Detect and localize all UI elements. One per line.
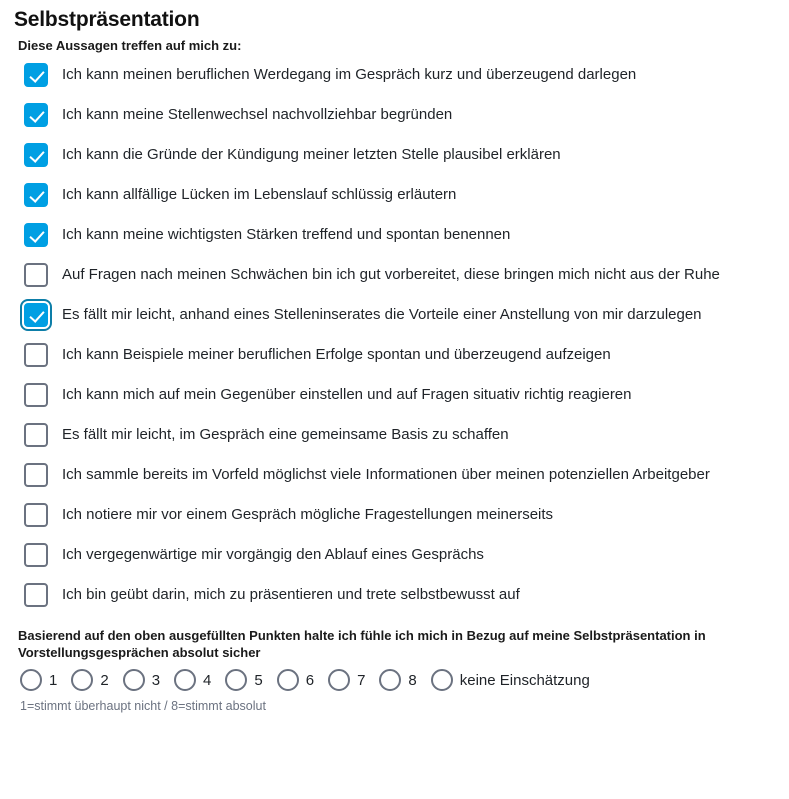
rating-option-label: 8 xyxy=(408,671,417,689)
checklist-item[interactable] xyxy=(14,57,775,97)
checklist-item-label: Ich vergegenwärtige mir vorgängig den Ablauf eines Gesprächs xyxy=(62,546,484,563)
checklist-item-label: Auf Fragen nach meinen Schwächen bin ich gut vorbereitet, diese bringen mich nicht aus der Ruhe xyxy=(62,266,720,283)
rating-option-label: 3 xyxy=(151,671,161,689)
rating-option-label: 1 xyxy=(49,671,58,689)
checklist-item-label: Ich kann meine wichtigsten Stärken treffend und spontan benennen xyxy=(62,226,511,243)
checklist-item[interactable] xyxy=(14,417,775,457)
checkbox-checked-icon[interactable] xyxy=(24,183,48,207)
rating-option[interactable] xyxy=(277,669,314,691)
checklist-item-label: Ich kann allfällige Lücken im Lebenslauf schlüssig erläutern xyxy=(62,186,457,203)
checklist-item[interactable] xyxy=(14,137,775,177)
rating-option-label: keine Einschätzung xyxy=(459,671,590,689)
rating-option[interactable] xyxy=(328,669,365,691)
radio-unchecked-icon[interactable] xyxy=(277,669,299,691)
checkbox-unchecked-icon[interactable] xyxy=(24,543,48,567)
page-title: Selbstpräsentation xyxy=(14,8,200,31)
checklist-item[interactable] xyxy=(14,457,775,497)
radio-unchecked-icon[interactable] xyxy=(379,669,401,691)
rating-option[interactable] xyxy=(379,669,416,691)
checklist-item-label: Ich kann Beispiele meiner beruflichen Erfolge spontan und überzeugend aufzeigen xyxy=(62,346,611,363)
checkbox-unchecked-icon[interactable] xyxy=(24,463,48,487)
checkbox-unchecked-icon[interactable] xyxy=(24,503,48,527)
checklist-item[interactable] xyxy=(14,217,775,257)
checklist-item-label: Ich bin geübt darin, mich zu präsentieren und trete selbstbewusst auf xyxy=(62,586,520,603)
rating-option[interactable] xyxy=(123,669,160,691)
checklist-item-label: Ich kann die Gründe der Kündigung meiner letzten Stelle plausibel erklären xyxy=(62,146,561,163)
checkbox-checked-icon[interactable] xyxy=(24,103,48,127)
radio-unchecked-icon[interactable] xyxy=(431,669,453,691)
checklist-item[interactable] xyxy=(14,337,775,377)
checkbox-checked-icon[interactable] xyxy=(24,143,48,167)
radio-unchecked-icon[interactable] xyxy=(123,669,145,691)
checklist-item[interactable] xyxy=(14,497,775,537)
rating-option[interactable] xyxy=(431,669,590,691)
rating-option-label: 7 xyxy=(357,671,366,689)
rating-option-label: 2 xyxy=(100,671,109,689)
rating-scale xyxy=(14,669,775,691)
checklist-item[interactable] xyxy=(14,257,775,297)
checkbox-unchecked-icon[interactable] xyxy=(24,343,48,367)
checkbox-checked-icon[interactable] xyxy=(24,63,48,87)
scale-legend: 1=stimmt überhaupt nicht / 8=stimmt absolut xyxy=(20,699,266,713)
form-subtitle: Diese Aussagen treffen auf mich zu: xyxy=(18,38,242,53)
rating-option-label: 4 xyxy=(203,671,212,689)
rating-option[interactable] xyxy=(20,669,57,691)
checklist-item[interactable] xyxy=(14,377,775,417)
checkbox-unchecked-icon[interactable] xyxy=(24,383,48,407)
checklist-item[interactable] xyxy=(14,177,775,217)
rating-option-label: 6 xyxy=(305,671,315,689)
checklist-item-label: Es fällt mir leicht, im Gespräch eine gemeinsame Basis zu schaffen xyxy=(62,426,509,443)
checkbox-unchecked-icon[interactable] xyxy=(24,263,48,287)
rating-option-label: 5 xyxy=(254,671,263,689)
radio-unchecked-icon[interactable] xyxy=(71,669,93,691)
rating-question: Basierend auf den oben ausgefüllten Punkten halte ich fühle ich mich in Bezug auf meine Selbstpräsentation in Vorstellungsgesprächen absolut sicher xyxy=(18,628,706,660)
checkbox-checked-icon[interactable] xyxy=(24,303,48,327)
rating-option[interactable] xyxy=(71,669,108,691)
radio-unchecked-icon[interactable] xyxy=(225,669,247,691)
radio-unchecked-icon[interactable] xyxy=(174,669,196,691)
checklist-item[interactable] xyxy=(14,577,775,617)
checkbox-unchecked-icon[interactable] xyxy=(24,423,48,447)
checklist-item-label: Ich kann meinen beruflichen Werdegang im Gespräch kurz und überzeugend darlegen xyxy=(62,66,637,83)
checklist-item-label: Ich sammle bereits im Vorfeld möglichst viele Informationen über meinen potenziellen Arbeitgeber xyxy=(62,466,710,483)
radio-unchecked-icon[interactable] xyxy=(328,669,350,691)
rating-option[interactable] xyxy=(174,669,211,691)
checkbox-unchecked-icon[interactable] xyxy=(24,583,48,607)
checklist-item-label: Ich kann mich auf mein Gegenüber einstellen und auf Fragen situativ richtig reagieren xyxy=(62,386,632,403)
checklist-item-label: Ich notiere mir vor einem Gespräch mögliche Fragestellungen meinerseits xyxy=(62,506,554,523)
checklist-item[interactable] xyxy=(14,97,775,137)
checkbox-checked-icon[interactable] xyxy=(24,223,48,247)
checklist-item-label: Ich kann meine Stellenwechsel nachvollziehbar begründen xyxy=(62,106,453,123)
radio-unchecked-icon[interactable] xyxy=(20,669,42,691)
rating-option[interactable] xyxy=(225,669,262,691)
checklist-item[interactable] xyxy=(14,537,775,577)
checklist-item[interactable] xyxy=(14,297,775,337)
checklist xyxy=(14,57,775,617)
checklist-item-label: Es fällt mir leicht, anhand eines Stelleninserates die Vorteile einer Anstellung von mir darzulegen xyxy=(62,306,702,323)
